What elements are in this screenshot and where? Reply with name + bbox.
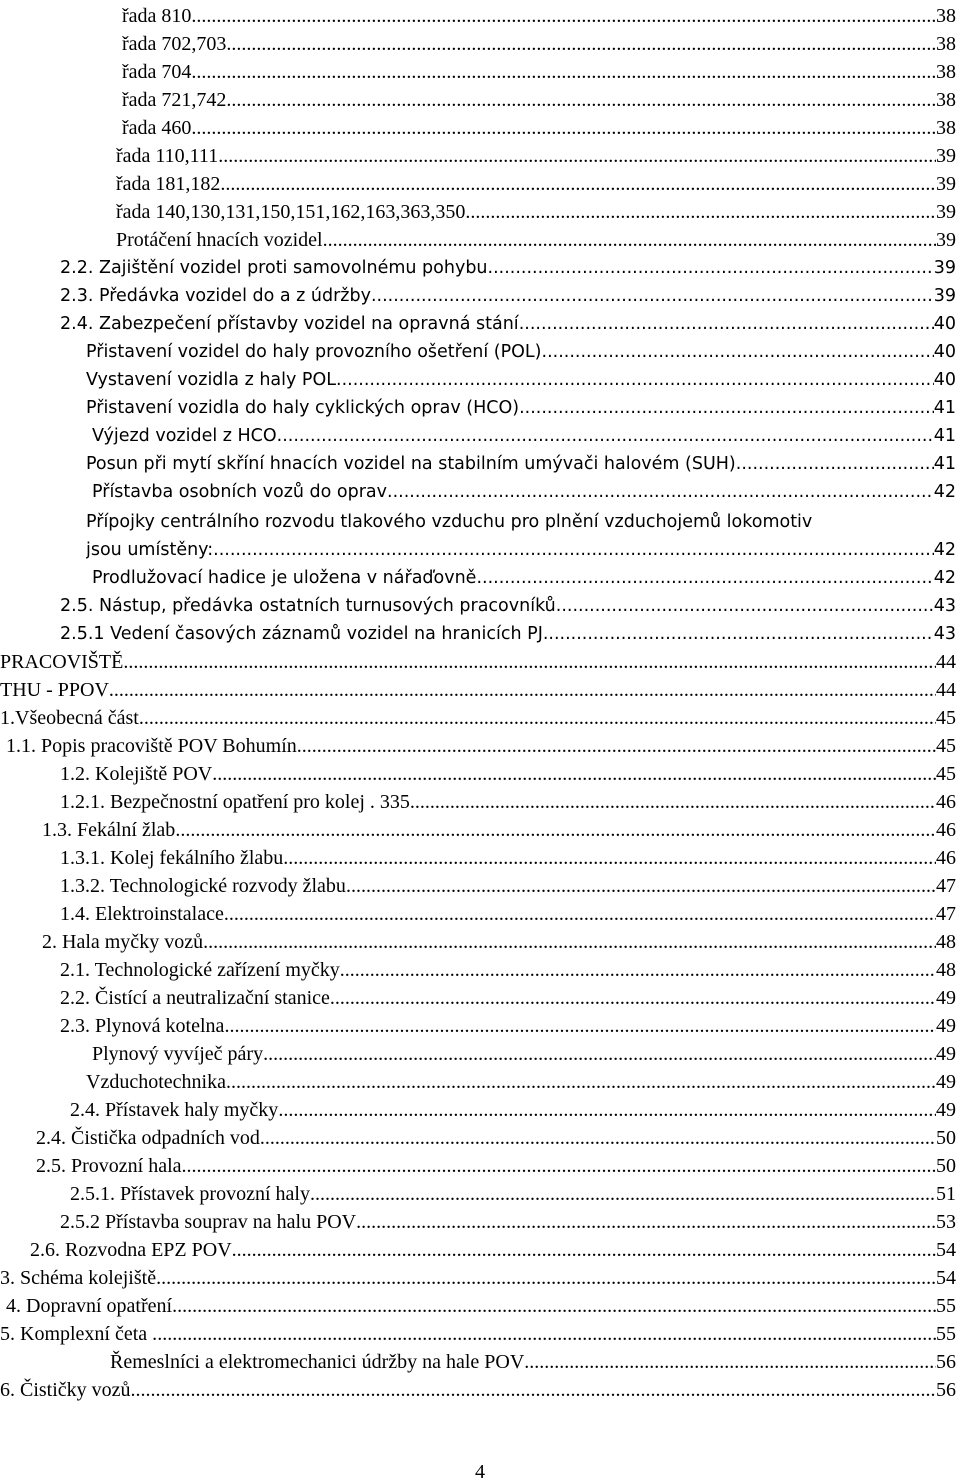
toc-leader-dots (157, 1322, 936, 1346)
toc-entry-page: 48 (936, 959, 956, 981)
toc-entry-title: 1.2. Kolejiště POV (60, 763, 213, 785)
toc-entry-page: 38 (936, 61, 956, 83)
toc-entry-page: 39 (936, 201, 956, 223)
toc-entry[interactable] (60, 1010, 956, 1038)
toc-entry-title: 1.4. Elektroinstalace (60, 903, 224, 925)
toc-entry[interactable] (60, 758, 956, 786)
toc-entry-title: řada 181,182 (116, 173, 221, 195)
toc-entry-page: 41 (933, 398, 956, 418)
toc-entry-page: 54 (936, 1267, 956, 1289)
toc-entry[interactable] (30, 1234, 956, 1262)
toc-entry[interactable] (60, 786, 956, 814)
toc-entry[interactable] (0, 674, 956, 702)
toc-entry-page: 41 (933, 454, 956, 474)
toc-entry[interactable] (60, 870, 956, 898)
toc-leader-dots (218, 144, 936, 168)
toc-entry-page: 49 (936, 1043, 956, 1065)
toc-leader-dots (191, 116, 936, 140)
toc-entry[interactable] (6, 1290, 956, 1318)
toc-entry-page: 56 (936, 1379, 956, 1401)
toc-entry-page: 39 (933, 258, 956, 278)
toc-leader-dots (519, 312, 934, 336)
toc-entry-page: 44 (936, 651, 956, 673)
toc-entry-title: PRACOVIŠTĚ (0, 651, 124, 673)
toc-entry[interactable] (0, 1374, 956, 1402)
toc-leader-dots (213, 538, 934, 562)
toc-entry[interactable] (122, 0, 956, 28)
toc-entry-title: Vystavení vozidla z haly POL (86, 370, 336, 390)
toc-leader-dots (488, 256, 934, 280)
toc-entry-page: 54 (936, 1239, 956, 1261)
toc-entry[interactable] (92, 420, 956, 448)
toc-leader-dots (556, 594, 934, 618)
toc-entry-title: Vzduchotechnika (86, 1071, 226, 1093)
toc-entry-title: řada 110,111 (116, 145, 219, 167)
toc-entry-title: 2.2. Čistící a neutralizační stanice (60, 987, 330, 1009)
toc-leader-dots (224, 1014, 936, 1038)
toc-entry-title: 1.3.2. Technologické rozvody žlabu (60, 875, 346, 897)
toc-leader-dots (524, 1350, 936, 1374)
toc-entry-title: 1.1. Popis pracoviště POV Bohumín (6, 735, 297, 757)
toc-leader-dots (109, 678, 936, 702)
toc-entry-page: 49 (936, 987, 956, 1009)
toc-entry-title: 2.6. Rozvodna EPZ POV (30, 1239, 232, 1261)
toc-leader-dots (203, 930, 936, 954)
toc-entry-title: Řemeslníci a elektromechanici údržby na hale POV (110, 1351, 525, 1373)
toc-leader-dots (182, 1154, 936, 1178)
toc-leader-dots (263, 1042, 936, 1066)
toc-entry-page: 46 (936, 847, 956, 869)
toc-leader-dots (297, 734, 936, 758)
toc-entry-title: 2.5.2 Přístavba souprav na halu POV (60, 1211, 357, 1233)
toc-leader-dots (736, 452, 934, 476)
toc-entry-page: 49 (936, 1015, 956, 1037)
toc-entry[interactable] (86, 1066, 956, 1094)
toc-entry-title: 1.Všeobecná část (0, 707, 139, 729)
toc-entry-page: 40 (933, 370, 956, 390)
toc-leader-dots (387, 480, 934, 504)
toc-entry[interactable] (6, 730, 956, 758)
toc-entry[interactable] (122, 84, 956, 112)
toc-entry[interactable] (92, 476, 956, 504)
toc-leader-dots (336, 368, 934, 392)
toc-entry-page: 40 (933, 314, 956, 334)
toc-entry-page: 39 (933, 286, 956, 306)
toc-leader-dots (543, 622, 934, 646)
toc-leader-dots (542, 340, 934, 364)
toc-entry[interactable] (86, 448, 956, 476)
toc-entry-page: 41 (933, 426, 956, 446)
toc-entry[interactable] (122, 56, 956, 84)
toc-leader-dots (123, 650, 936, 674)
toc-entry-title: Přistavení vozidla do haly cyklických oprav (HCO) (86, 398, 520, 418)
toc-entry-title: 1.2.1. Bezpečnostní opatření pro kolej . 335 (60, 791, 410, 813)
toc-entry[interactable] (60, 618, 956, 646)
toc-leader-dots (323, 228, 936, 252)
toc-entry-title: Přistavení vozidel do haly provozního ošetření (POL) (86, 342, 542, 362)
toc-entry[interactable] (36, 1122, 956, 1150)
toc-entry[interactable] (0, 1262, 956, 1290)
toc-entry[interactable] (60, 590, 956, 618)
toc-entry-title: Plynový vyvíječ páry (92, 1043, 264, 1065)
toc-leader-dots (519, 396, 934, 420)
toc-leader-dots (226, 88, 936, 112)
toc-leader-dots (220, 172, 936, 196)
toc-entry-title: 6. Čističky vozů (0, 1379, 131, 1401)
toc-entry-page: 45 (936, 735, 956, 757)
toc-entry[interactable] (86, 392, 956, 420)
toc-leader-dots (191, 4, 936, 28)
toc-entry-page: 45 (936, 763, 956, 785)
toc-entry-title: 2.5. Provozní hala (36, 1155, 182, 1177)
toc-entry-page: 46 (936, 819, 956, 841)
toc-entry-title: 2.3. Předávka vozidel do a z údržby (60, 286, 371, 306)
toc-entry-page: 47 (936, 903, 956, 925)
toc-entry[interactable] (70, 1178, 956, 1206)
toc-leader-dots (346, 874, 936, 898)
toc-entry-title: Přípojky centrálního rozvodu tlakového vzduchu pro plnění vzduchojemů lokomotiv (86, 512, 813, 532)
toc-entry-title: 1.3.1. Kolej fekálního žlabu (60, 847, 284, 869)
toc-entry[interactable] (0, 646, 956, 674)
toc-entry-title: Přístavba osobních vozů do oprav (92, 482, 387, 502)
toc-entry[interactable] (0, 1318, 956, 1346)
toc-leader-dots (131, 1378, 936, 1402)
toc-entry-page: 44 (936, 679, 956, 701)
toc-entry-page: 46 (936, 791, 956, 813)
toc-entry-page: 48 (936, 931, 956, 953)
toc-entry-title: 2.5.1. Přístavek provozní haly (70, 1183, 310, 1205)
toc-leader-dots (232, 1238, 936, 1262)
toc-entry[interactable] (86, 534, 956, 562)
toc-entry-page: 55 (936, 1323, 956, 1345)
toc-leader-dots (175, 818, 936, 842)
toc-leader-dots (139, 706, 936, 730)
toc-leader-dots (371, 284, 934, 308)
toc-entry-title: 4. Dopravní opatření. (6, 1295, 178, 1317)
toc-entry-title: 2.4. Čistička odpadních vod (36, 1127, 260, 1149)
toc-entry[interactable] (86, 336, 956, 364)
toc-entry-page: 38 (936, 89, 956, 111)
toc-entry-title: 5. Komplexní četa . (0, 1323, 158, 1345)
toc-entry[interactable] (122, 28, 956, 56)
toc-entry-page: 45 (936, 707, 956, 729)
toc-entry-title: 2.5. Nástup, předávka ostatních turnusových pracovníků (60, 596, 556, 616)
toc-entry[interactable] (116, 224, 956, 252)
toc-entry[interactable] (86, 364, 956, 392)
toc-entry-title: 2. Hala myčky vozů (42, 931, 204, 953)
toc-entry-title: Posun při mytí skříní hnacích vozidel na stabilním umývači halovém (SUH) (86, 454, 736, 474)
toc-entry[interactable] (60, 1206, 956, 1234)
toc-entry[interactable] (60, 252, 956, 280)
toc-entry-title: řada 810 (122, 5, 192, 27)
toc-entry-page: 56 (936, 1351, 956, 1373)
toc-entry-title: 2.2. Zajištění vozidel proti samovolnému pohybu (60, 258, 488, 278)
toc-entry-page: 39 (936, 173, 956, 195)
toc-entry-page: 43 (933, 624, 956, 644)
toc-entry-title: Výjezd vozidel z HCO (92, 426, 277, 446)
toc-leader-dots (410, 790, 936, 814)
toc-entry-page: 51 (936, 1183, 956, 1205)
toc-leader-dots (156, 1266, 936, 1290)
toc-entry[interactable] (42, 926, 956, 954)
toc-leader-dots (191, 60, 936, 84)
page-number: 4 (475, 1461, 485, 1483)
toc-entry[interactable] (0, 702, 956, 730)
toc-entry-page: 40 (933, 342, 956, 362)
toc-entry-title: 2.1. Technologické zařízení myčky (60, 959, 340, 981)
toc-entry-page: 43 (933, 596, 956, 616)
toc-entry[interactable] (60, 982, 956, 1010)
toc-entry[interactable] (60, 842, 956, 870)
toc-leader-dots (310, 1182, 936, 1206)
toc-entry[interactable] (36, 1150, 956, 1178)
toc-entry-page: 53 (936, 1211, 956, 1233)
toc-leader-dots (476, 566, 933, 590)
toc-entry-title: jsou umístěny: (86, 540, 214, 560)
toc-entry-title: řada 721,742 (122, 89, 227, 111)
toc-entry-page: 50 (936, 1127, 956, 1149)
toc-entry-page: 38 (936, 117, 956, 139)
toc-entry-page: 42 (933, 568, 956, 588)
toc-entry-page: 47 (936, 875, 956, 897)
toc-entry[interactable] (70, 1094, 956, 1122)
toc-entry-page: 38 (936, 33, 956, 55)
toc-entry-page: 50 (936, 1155, 956, 1177)
toc-entry[interactable] (60, 308, 956, 336)
toc-entry-page: 49 (936, 1099, 956, 1121)
toc-entry-page: 42 (933, 540, 956, 560)
toc-entry-title: 2.4. Přístavek haly myčky (70, 1099, 279, 1121)
toc-entry[interactable] (116, 140, 956, 168)
toc-leader-dots (340, 958, 936, 982)
toc-leader-dots (465, 200, 936, 224)
toc-entry-title: řada 140,130,131,150,151,162,163,363,350 (116, 201, 466, 223)
toc-entry-title: 1.3. Fekální žlab (42, 819, 176, 841)
toc-entry-title: řada 460 (122, 117, 192, 139)
toc-entry[interactable] (60, 954, 956, 982)
toc-entry-page: 42 (933, 482, 956, 502)
toc-entry[interactable] (116, 196, 956, 224)
toc-leader-dots (226, 1070, 936, 1094)
toc-entry-title: řada 702,703 (122, 33, 227, 55)
toc-leader-dots (278, 1098, 936, 1122)
toc-entry-page: 49 (936, 1071, 956, 1093)
toc-entry[interactable] (92, 562, 956, 590)
toc-entry-title: 2.4. Zabezpečení přístavby vozidel na opravná stání (60, 314, 519, 334)
toc-entry-title: Protáčení hnacích vozidel (116, 229, 323, 251)
toc-entry[interactable] (42, 814, 956, 842)
toc-entry-page: 39 (936, 145, 956, 167)
toc-leader-dots (277, 424, 934, 448)
toc-entry-page: 55 (936, 1295, 956, 1317)
toc-entry[interactable] (116, 168, 956, 196)
toc-entry[interactable] (110, 1346, 956, 1374)
toc-leader-dots (356, 1210, 936, 1234)
toc-entry-title: 2.3. Plynová kotelna (60, 1015, 225, 1037)
toc-leader-dots (224, 902, 936, 926)
toc-entry-title: řada 704 (122, 61, 192, 83)
toc-leader-dots (226, 32, 936, 56)
toc-entry[interactable] (122, 112, 956, 140)
toc-leader-dots (212, 762, 936, 786)
toc-leader-dots (177, 1294, 936, 1318)
toc-entry[interactable] (60, 898, 956, 926)
toc-entry[interactable] (92, 1038, 956, 1066)
toc-leader-dots (283, 846, 936, 870)
toc-entry-title: 2.5.1 Vedení časových záznamů vozidel na hranicích PJ (60, 624, 543, 644)
toc-entry-page: 39 (936, 229, 956, 251)
toc-entry-title: 3. Schéma kolejiště (0, 1267, 157, 1289)
toc-leader-dots (330, 986, 936, 1010)
toc-entry[interactable] (60, 280, 956, 308)
toc-entry-title: THU - PPOV (0, 679, 109, 701)
toc-entry-page: 38 (936, 5, 956, 27)
toc-leader-dots (260, 1126, 936, 1150)
toc-entry-title: Prodlužovací hadice je uložena v nářaďovně (92, 568, 477, 588)
